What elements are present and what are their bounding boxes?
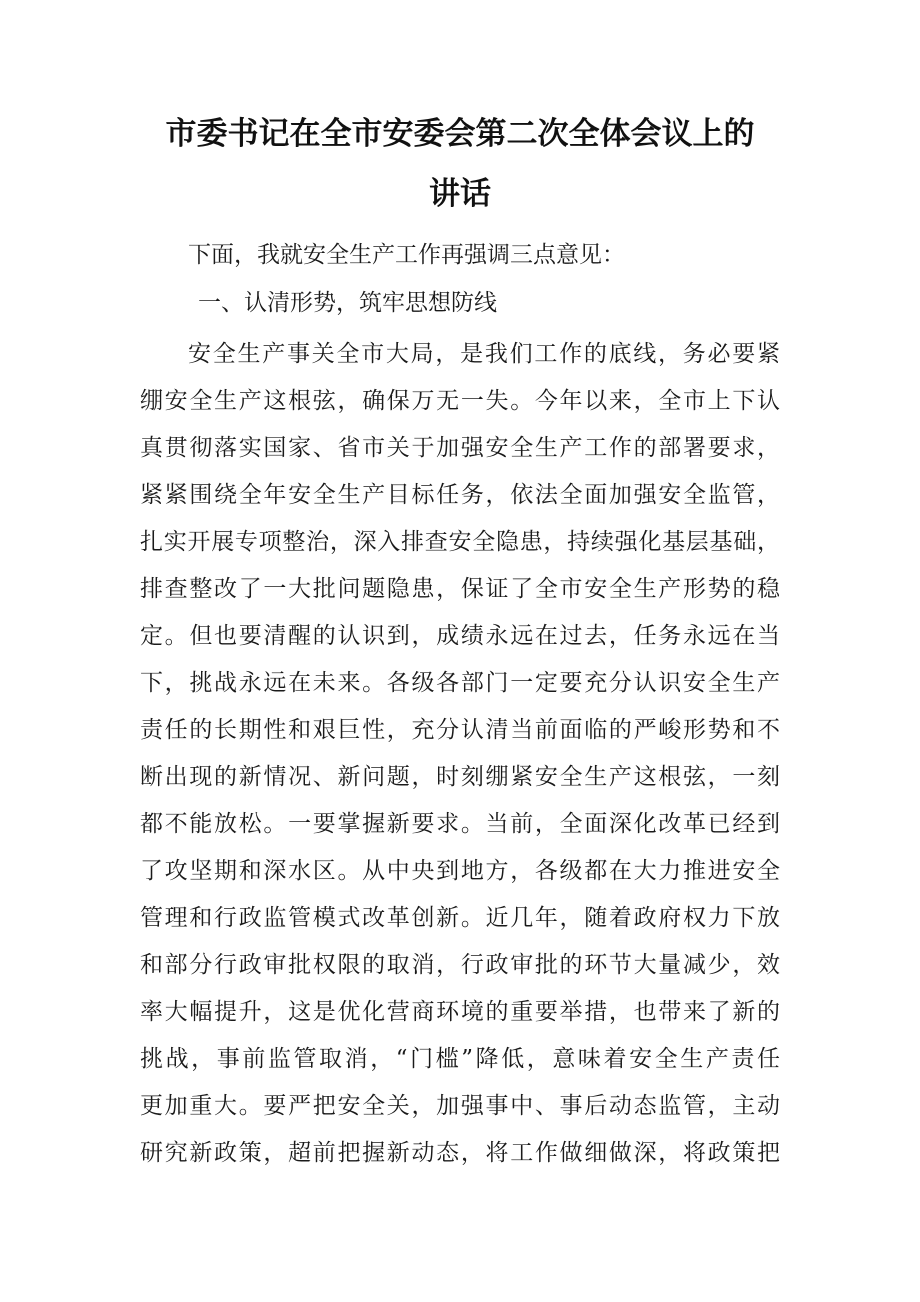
document-title-line-2: 讲话 xyxy=(429,176,491,212)
body-line: 更加重大。要严把安全关，加强事中、事后动态监管，主动 xyxy=(140,1093,780,1119)
body-line: 挑战，事前监管取消，“门槛”降低，意味着安全生产责任 xyxy=(140,1046,780,1072)
body-line: 和部分行政审批权限的取消，行政审批的环节大量减少，效 xyxy=(140,952,780,978)
body-line: 责任的长期性和艰巨性，充分认清当前面临的严峻形势和不 xyxy=(140,717,780,743)
body-line: 研究新政策，超前把握新动态，将工作做细做深，将政策把 xyxy=(140,1140,780,1166)
body-line: 扎实开展专项整治，深入排查安全隐患，持续强化基层基础， xyxy=(140,529,780,555)
body-line: 绷安全生产这根弦，确保万无一失。今年以来，全市上下认 xyxy=(140,388,780,414)
intro-paragraph: 下面，我就安全生产工作再强调三点意见： xyxy=(188,242,625,268)
body-line: 都不能放松。一要掌握新要求。当前，全面深化改革已经到 xyxy=(140,811,780,837)
body-line: 下，挑战永远在未来。各级各部门一定要充分认识安全生产 xyxy=(140,670,780,696)
section-heading: 一、认清形势，筑牢思想防线 xyxy=(198,290,497,316)
body-line: 管理和行政监管模式改革创新。近几年，随着政府权力下放 xyxy=(140,905,780,931)
body-line: 率大幅提升，这是优化营商环境的重要举措，也带来了新的 xyxy=(140,999,780,1025)
body-line: 定。但也要清醒的认识到，成绩永远在过去，任务永远在当 xyxy=(140,623,780,649)
body-line: 排查整改了一大批问题隐患，保证了全市安全生产形势的稳 xyxy=(140,576,780,602)
body-line: 安全生产事关全市大局，是我们工作的底线，务必要紧 xyxy=(188,341,780,367)
document-title-line-1: 市委书记在全市安委会第二次全体会议上的 xyxy=(165,116,755,152)
body-line: 紧紧围绕全年安全生产目标任务，依法全面加强安全监管， xyxy=(140,482,780,508)
body-line: 了攻坚期和深水区。从中央到地方，各级都在大力推进安全 xyxy=(140,858,780,884)
body-line: 断出现的新情况、新问题，时刻绷紧安全生产这根弦，一刻 xyxy=(140,764,780,790)
body-line: 真贯彻落实国家、省市关于加强安全生产工作的部署要求， xyxy=(140,435,780,461)
